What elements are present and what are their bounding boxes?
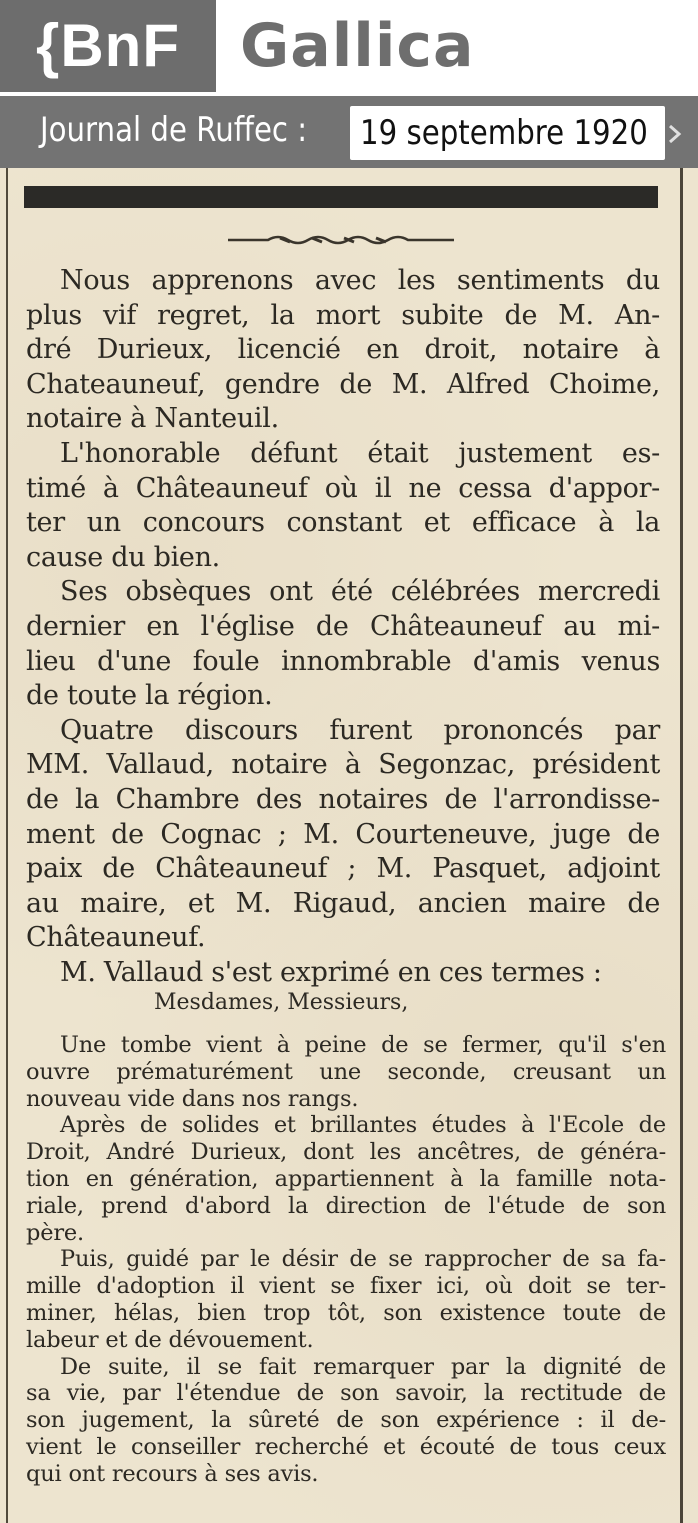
speech-paragraph xyxy=(26,1246,666,1353)
speech-line: sa vie, par l'étendue de son savoir, la rectitude de xyxy=(26,1380,666,1407)
speech-line: nouveau vide dans nos rangs. xyxy=(26,1085,359,1112)
speech-line: Droit, André Durieux, dont les ancêtres, de généra- xyxy=(26,1139,666,1166)
speech-paragraph xyxy=(26,1032,666,1112)
column-rule-right xyxy=(680,168,683,1523)
article-line: ment de Cognac ; M. Courteneuve, juge de xyxy=(26,818,660,850)
article-paragraph xyxy=(26,264,660,437)
bnf-logo[interactable]: {BnF xyxy=(0,0,216,92)
scanned-page[interactable] xyxy=(0,168,698,1523)
article-line: dré Durieux, licencié en droit, notaire à xyxy=(26,334,660,366)
speech-line: Puis, guidé par le désir de se rapprocher de sa fa- xyxy=(60,1246,666,1273)
article-line: Chateauneuf, gendre de M. Alfred Choime, xyxy=(26,368,660,400)
speech-heading: Mesdames, Messieurs, xyxy=(154,990,409,1015)
article-line: de la Chambre des notaires de l'arrondisse- xyxy=(26,783,660,815)
article-line: paix de Châteauneuf ; M. Pasquet, adjoint xyxy=(26,853,660,885)
speech-paragraph xyxy=(26,1112,666,1246)
ornament-divider xyxy=(228,230,454,250)
gallica-title[interactable]: Gallica xyxy=(240,11,475,81)
article-line: lieu d'une foule innombrable d'amis venus xyxy=(26,645,660,677)
article-line: ter un concours constant et efficace à la xyxy=(26,507,660,539)
speech-line: tion en génération, appartiennent à la famille nota- xyxy=(26,1165,666,1192)
speech-body xyxy=(26,1032,666,1488)
article-line: plus vif regret, la mort subite de M. An- xyxy=(26,299,660,331)
article-line: Nous apprenons avec les sentiments du xyxy=(60,265,660,296)
article-line: cause du bien. xyxy=(26,541,220,573)
speech-line: vient le conseiller recherché et écouté de tous ceux xyxy=(26,1433,666,1460)
speech-line: riale, prend d'abord la direction de l'étude de son xyxy=(26,1192,666,1219)
speech-line: labeur et de dévouement. xyxy=(26,1326,314,1353)
journal-title: Journal de Ruffec : xyxy=(40,110,308,150)
article-line: L'honorable défunt était justement es- xyxy=(60,437,660,469)
article-paragraph xyxy=(26,956,660,991)
speech-line: père. xyxy=(26,1219,84,1246)
speech-paragraph xyxy=(26,1354,666,1488)
speech-line: son jugement, la sûreté de son expérience : il de- xyxy=(26,1407,666,1434)
date-selector-value: 19 septembre 1920 xyxy=(360,113,648,153)
article-line: notaire à Nanteuil. xyxy=(26,403,279,435)
article-line: Ses obsèques ont été célébrées mercredi xyxy=(60,576,660,608)
chevron-right-icon[interactable] xyxy=(667,124,685,144)
speech-line: Après de solides et brillantes études à l'Ecole de xyxy=(60,1112,666,1139)
article-paragraph xyxy=(26,714,660,956)
column-rule-left xyxy=(6,168,8,1523)
article-body xyxy=(26,264,660,990)
article-line: Châteauneuf. xyxy=(26,922,206,954)
article-line: M. Vallaud s'est exprimé en ces termes : xyxy=(60,956,602,988)
article-line: de toute la région. xyxy=(26,680,273,712)
speech-line: mille d'adoption il vient se fixer ici, où doit se ter- xyxy=(26,1273,666,1300)
speech-line: qui ont recours à ses avis. xyxy=(26,1460,319,1487)
site-header xyxy=(0,0,698,94)
separator-band xyxy=(24,186,658,208)
article-line: au maire, et M. Rigaud, ancien maire de xyxy=(26,887,660,919)
speech-line: Une tombe vient à peine de se fermer, qu'il s'en xyxy=(60,1032,666,1058)
speech-line: miner, hélas, bien trop tôt, son existence toute de xyxy=(26,1299,666,1326)
article-line: timé à Châteauneuf où il ne cessa d'appor- xyxy=(26,472,660,504)
speech-line: ouvre prématurément une seconde, creusant un xyxy=(26,1058,666,1085)
speech-section xyxy=(26,988,666,1488)
article-line: dernier en l'église de Châteauneuf au mi- xyxy=(26,610,660,642)
article-line: MM. Vallaud, notaire à Segonzac, président xyxy=(26,749,660,781)
article-paragraph xyxy=(26,437,660,575)
speech-line: De suite, il se fait remarquer par la dignité de xyxy=(60,1353,666,1380)
article-paragraph xyxy=(26,575,660,713)
article-line: Quatre discours furent prononcés par xyxy=(60,714,660,746)
document-toolbar xyxy=(0,96,698,168)
date-selector[interactable] xyxy=(350,106,665,160)
